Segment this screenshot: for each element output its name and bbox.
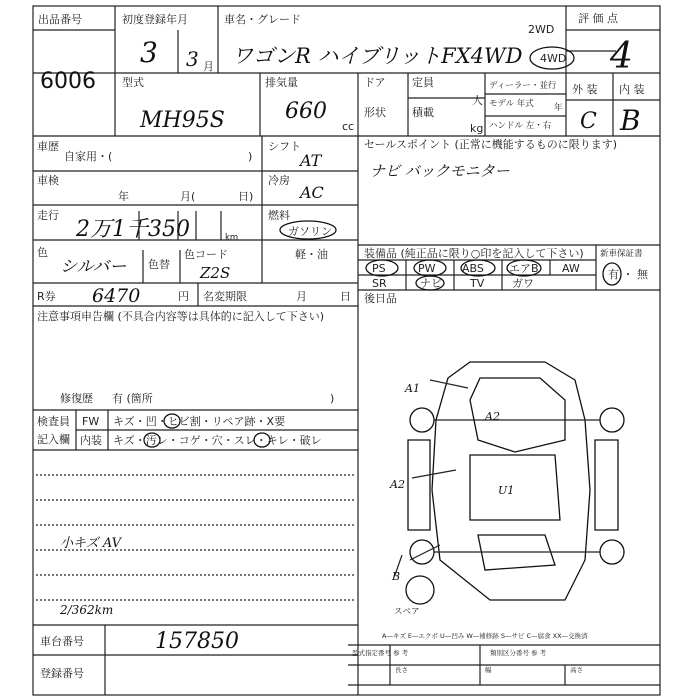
- dealer-label: ディーラー・並行: [489, 81, 557, 91]
- history-label: 車歴: [37, 140, 59, 153]
- exterior-label: 外 装: [572, 83, 598, 96]
- drive-2wd: 2WD: [528, 23, 555, 36]
- mark-a2-rear: A2: [485, 410, 500, 423]
- displacement-label: 排気量: [265, 76, 298, 89]
- wheel-front-right: [600, 408, 624, 432]
- inspection-day: 日): [238, 190, 254, 203]
- expiry-label: 名変期限: [203, 290, 247, 303]
- color-change-label: 色替: [148, 258, 170, 271]
- model-value: ワゴンR ハイブリットFX4WD: [232, 44, 523, 68]
- mileage-value: 2万1千350: [76, 217, 190, 242]
- handle-label: ハンドル 左・右: [489, 121, 552, 131]
- equip-gawa: ガワ: [512, 277, 534, 290]
- recycle-unit: 円: [178, 290, 189, 303]
- mark-a2: A2: [390, 478, 405, 491]
- expiry-day: 日: [340, 290, 351, 303]
- recycle-value: 6470: [92, 285, 141, 307]
- cooling-label: 冷房: [268, 174, 290, 187]
- mileage-unit: km: [225, 233, 239, 243]
- first-reg-label: 初度登録年月: [122, 13, 188, 26]
- equip-aw: AW: [562, 262, 580, 275]
- load-unit: kg: [470, 122, 484, 135]
- inspector-fw-text: キズ・凹・ヒビ割・リペア跡・X要: [113, 415, 286, 428]
- repair-label: 修復歴: [60, 392, 93, 405]
- sales-label: セールスポイント (正常に機能するものに限ります): [364, 138, 618, 151]
- expiry-month: 月: [296, 290, 307, 303]
- first-reg-year: 3: [140, 36, 158, 69]
- fuel-diesel: 軽・油: [295, 248, 328, 261]
- chassis-label: 車台番号: [40, 635, 84, 648]
- capacity-label: 定員: [412, 76, 434, 89]
- color-label: 色: [37, 246, 48, 259]
- form-label: 形状: [364, 106, 386, 119]
- inspector-interior: 内装: [80, 434, 102, 447]
- fuel-label: 燃料: [268, 209, 290, 222]
- shift-label: シフト: [268, 140, 301, 153]
- lot-label: 出品番号: [38, 13, 82, 26]
- first-reg-month-unit: 月: [203, 60, 214, 73]
- repair-value: 有 (箇所: [112, 392, 153, 405]
- equip-navi: ナビ: [420, 277, 442, 290]
- new-warranty-value: 有 ・ 無: [608, 268, 648, 281]
- inspection-label: 車検: [37, 174, 59, 187]
- model-label: 車名・グレード: [224, 13, 301, 26]
- color-code-value: Z2S: [200, 264, 231, 282]
- history-value: 自家用・(: [64, 150, 113, 163]
- mark-b: B: [392, 570, 401, 583]
- inspector-fw: FW: [82, 415, 100, 428]
- wheel-rear-left: [410, 540, 434, 564]
- specified-label: 型式指定番号 参 考: [352, 649, 409, 657]
- chassis-value: 157850: [155, 629, 239, 654]
- car-diagram: [389, 362, 624, 617]
- recycle-label: R券: [37, 290, 56, 303]
- drive-4wd: 4WD: [540, 52, 567, 65]
- backseat-label: 後日品: [364, 292, 397, 305]
- displacement-unit: cc: [342, 120, 355, 133]
- inspection-month: 月(: [180, 190, 196, 203]
- spare-tire: [406, 576, 434, 604]
- length-label: 長さ: [395, 666, 408, 674]
- lot-number: 6006: [40, 69, 96, 94]
- door-label: ドア: [364, 76, 386, 89]
- fuel-gas: ガソリン: [288, 225, 332, 238]
- inspector-label-2: 記入欄: [37, 433, 70, 446]
- equip-abs: ABS: [462, 262, 484, 275]
- width-label: 幅: [485, 666, 492, 674]
- notes-label: 注意事項申告欄 (不具合内容等は具体的に記入して下さい): [37, 310, 325, 323]
- equipment-label: 装備品 (純正品に限り○印を記入して下さい): [364, 247, 584, 260]
- color-value: シルバー: [60, 257, 127, 277]
- equip-airbag: エアB: [509, 262, 539, 275]
- equip-ps: PS: [372, 262, 386, 275]
- history-close: ): [248, 150, 253, 163]
- mileage-label: 走行: [37, 209, 59, 222]
- load-label: 積載: [412, 106, 434, 119]
- equip-tv: TV: [470, 277, 485, 290]
- inspection-year: 年: [118, 190, 129, 203]
- cooling-value: AC: [300, 183, 324, 202]
- repair-close: ): [330, 392, 335, 405]
- note-line-2: 2/362km: [60, 603, 114, 617]
- exterior-value: C: [580, 109, 597, 134]
- interior-label: 内 装: [619, 83, 645, 96]
- wheel-rear-right: [600, 540, 624, 564]
- inspector-label-1: 検査員: [37, 415, 70, 428]
- model-year-unit: 年: [554, 103, 563, 113]
- note-line-1: 小キズ AV: [60, 536, 122, 551]
- class-label: 類別区分番号 参 考: [490, 649, 547, 657]
- inspector-interior-text: キズ・汚レ・コゲ・穴・スレ・キレ・破レ: [113, 434, 322, 447]
- mark-u1: U1: [498, 484, 515, 497]
- sales-value: ナビ バックモニター: [370, 162, 510, 180]
- first-reg-month: 3: [186, 47, 199, 71]
- capacity-unit: 人: [472, 94, 483, 107]
- mark-a1: A1: [405, 382, 420, 395]
- spare-label: スペア: [394, 607, 420, 617]
- interior-value: B: [620, 104, 641, 137]
- type-label: 型式: [122, 76, 144, 89]
- color-code-label: 色コード: [184, 248, 228, 261]
- reg-label: 登録番号: [40, 667, 84, 680]
- wheel-front-left: [410, 408, 434, 432]
- shift-value: AT: [300, 151, 322, 170]
- height-label: 高さ: [570, 666, 583, 674]
- type-value: MH95S: [140, 108, 225, 133]
- damage-legend: A—キズ E—エクボ U—凹み W—補修跡 S—サビ C—腐食 XX—交換済: [382, 632, 588, 640]
- equipment-row-2: [372, 276, 534, 290]
- equip-pw: PW: [418, 262, 436, 275]
- new-warranty-label: 新車保証書: [600, 249, 643, 259]
- equip-sr: SR: [372, 277, 387, 290]
- model-year-label: モデル 年式: [489, 99, 534, 109]
- displacement-value: 660: [285, 99, 327, 124]
- grade-value: 4: [610, 36, 633, 77]
- grade-label: 評 価 点: [578, 12, 618, 25]
